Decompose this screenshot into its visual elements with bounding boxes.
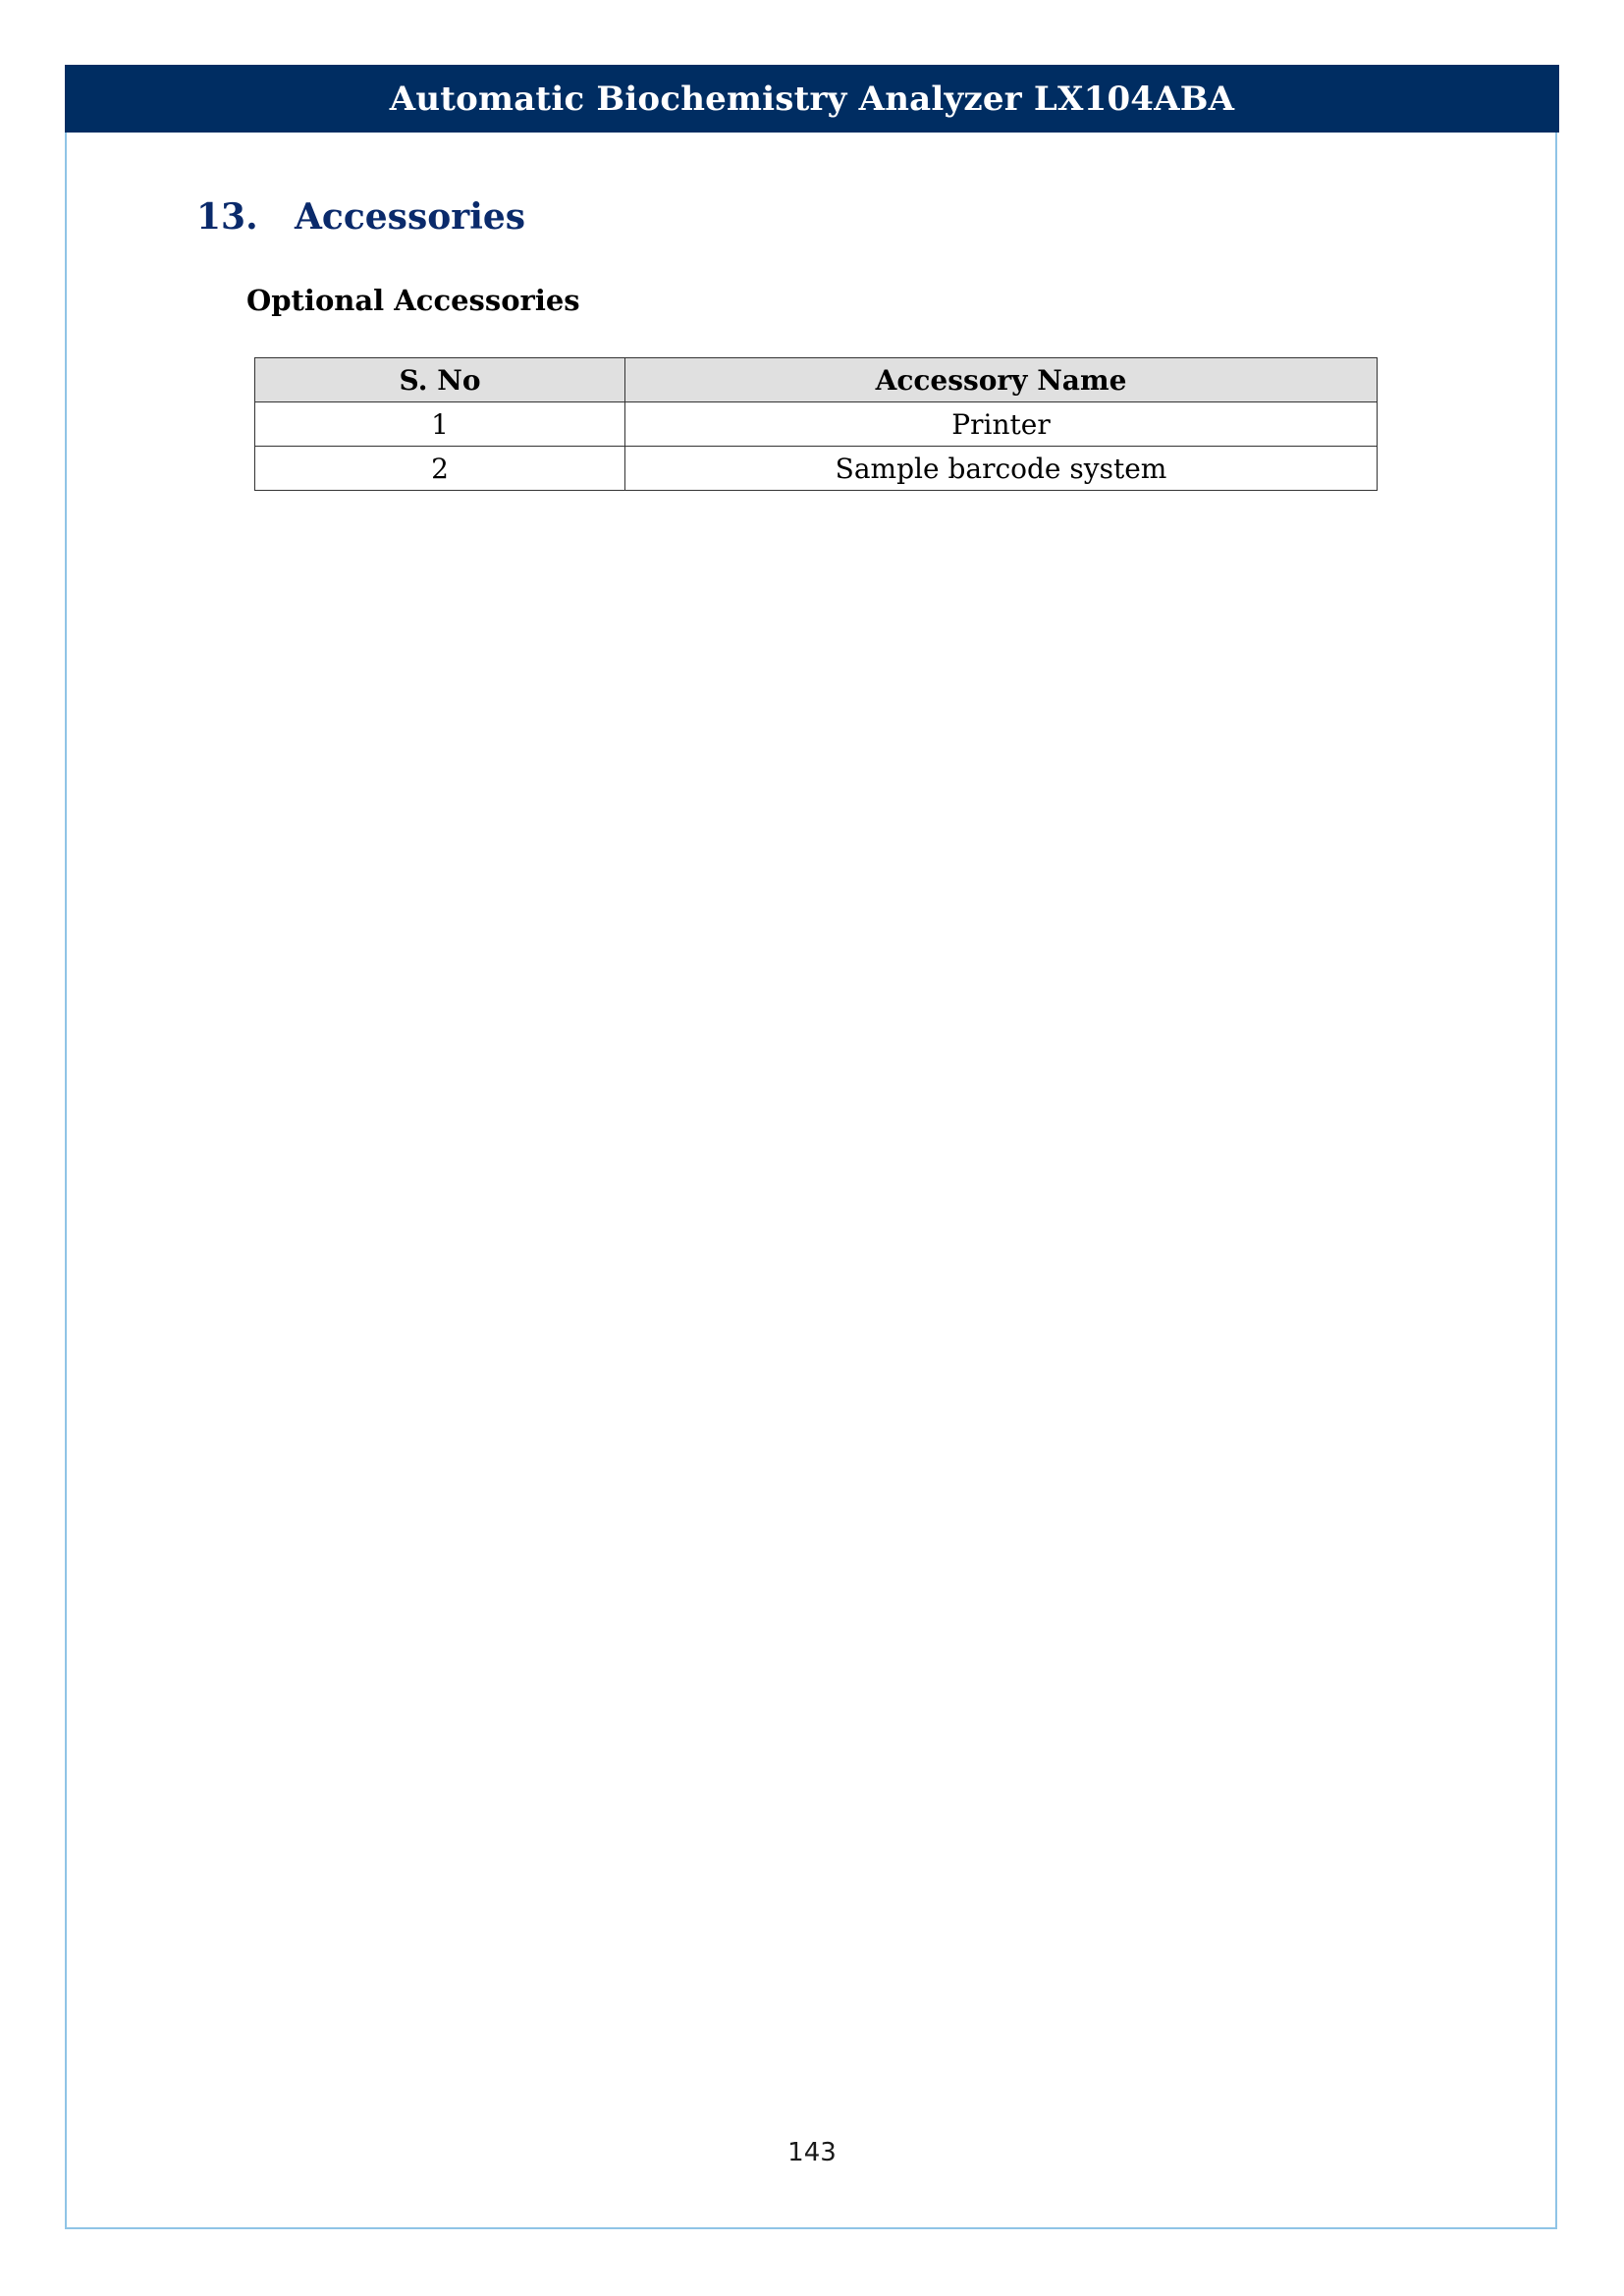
section-heading — [196, 196, 525, 238]
table-cell-accessory-name: Sample barcode system — [625, 447, 1378, 491]
document-header-bar — [65, 65, 1559, 133]
table-row — [255, 402, 1378, 447]
section-number: 13. — [196, 196, 258, 238]
subsection-heading: Optional Accessories — [246, 284, 580, 317]
section-title: Accessories — [295, 196, 526, 238]
column-header-accessory-name: Accessory Name — [625, 358, 1378, 402]
table-row — [255, 447, 1378, 491]
page-number: 143 — [787, 2138, 837, 2167]
table-cell-accessory-name: Printer — [625, 402, 1378, 447]
document-title: Automatic Biochemistry Analyzer LX104ABA — [389, 79, 1235, 119]
column-header-sno: S. No — [255, 358, 625, 402]
table-cell-sno: 2 — [255, 447, 625, 491]
table-header-row — [255, 358, 1378, 402]
accessories-table — [254, 357, 1378, 491]
table-cell-sno: 1 — [255, 402, 625, 447]
